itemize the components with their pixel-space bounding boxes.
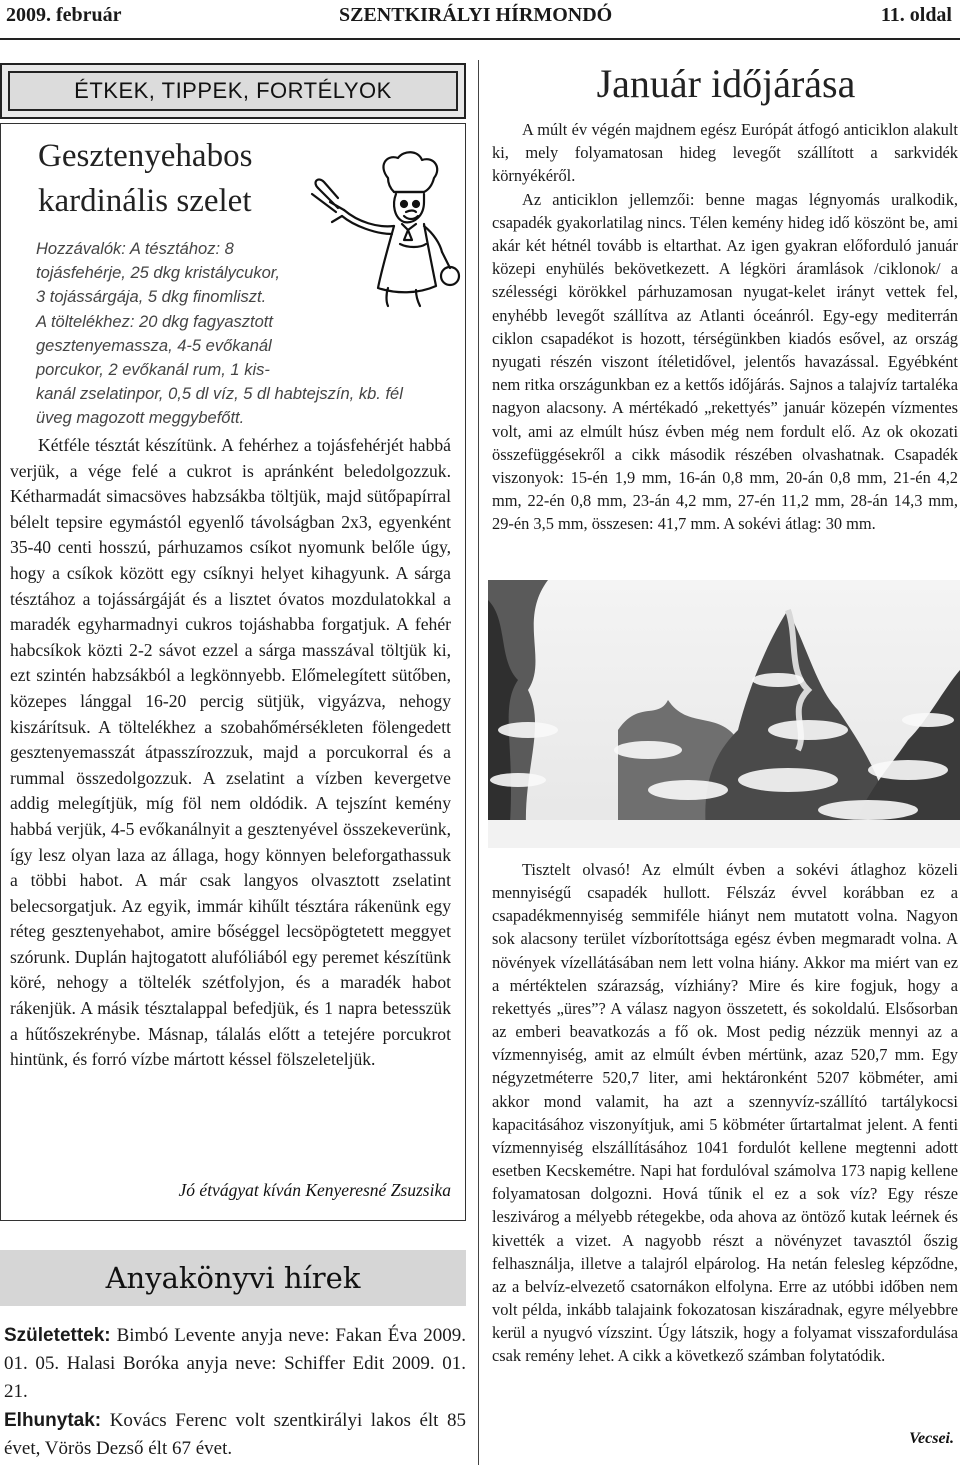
section-title: ÉTKEK, TIPPEK, FORTÉLYOK xyxy=(74,78,392,103)
header-rule xyxy=(0,38,960,40)
ingredients-line: tojásfehérje, 25 dkg kristálycukor, xyxy=(36,264,280,283)
recipe-title-line-2: kardinális szelet xyxy=(38,183,252,219)
article-paragraph: A múlt év végén majdnem egész Európát átfogó anticiklon alakult ki, mely folyamatosan hideg levegőt szállított a sarkvidék környékéről. xyxy=(492,120,958,186)
snowy-trees-photo xyxy=(488,580,960,848)
ingredients-line: 3 tojássárgája, 5 dkg finomliszt. xyxy=(36,288,267,307)
recipe-ingredients xyxy=(36,237,403,431)
registry-banner xyxy=(0,1250,466,1306)
issue-date: 2009. február xyxy=(6,4,122,26)
publication-name: SZENTKIRÁLYI HÍRMONDÓ xyxy=(339,4,613,26)
section-banner xyxy=(0,63,466,119)
deaths-text: Kovács Ferenc volt szentkirályi lakos élt 85 évet, Vörös Dezső élt 67 évet. xyxy=(4,1409,467,1459)
deaths-entry xyxy=(4,1407,466,1463)
article-body-top xyxy=(492,118,958,536)
recipe-title xyxy=(38,134,338,224)
article-signature: Vecsei. xyxy=(909,1430,954,1447)
deaths-label: Elhunytak: xyxy=(4,1409,102,1431)
ingredients-line: porcukor, 2 evőkanál rum, 1 kis- xyxy=(36,361,270,380)
column-divider xyxy=(478,60,479,1465)
ingredients-line: gesztenyemassza, 4-5 evőkanál xyxy=(36,336,272,355)
page-header xyxy=(0,0,960,36)
ingredients-line: A töltelékhez: 20 dkg fagyasztott xyxy=(36,312,273,331)
registry-news xyxy=(4,1322,466,1463)
recipe-body-paragraph: Kétféle tésztát készítünk. A fehérhez a tojásfehérjét habbá verjük, a vége felé a cukrot is apránként beledolgozzuk. Kétharmadát simacsöves habzsákba töltjük, majd sütőpapírral bélelt tepsire egymástól egyenlő távolságban 2x3, egyenként 35-40 centi hosszú, párhuzamos csíkot nyomunk belőle úgy, hogy a csíkok között egy csíknyi helyet kihagyunk. A sárga tésztához a tojássárgáját és a lisztet óvatos mozdulatokkal a maradék egyharmadnyi cukros tojáshabba forgatjuk. A fehér habcsíkok közti 2-2 sávot ezzel a sárga masszával töltjük ki, ezt szintén habzsákból a legkönnyebb. Előmelegített sütőben, közepes lánggal 16-20 percig sütjük, vigyázva, nehogy kiszárítsuk. A töltelékhez a szobahőmérsékleten fölengedett gesztenyemasszát átpasszírozzuk, majd a porcukorral és a rummal összedolgozzuk. A zselatint a vízben kevergetve addig melegítjük, míg föl nem oldódik. A tejszínt kemény habbá verjük, 4-5 evőkanálnyit a gesztenyével összekeverünk, így lesz olyan laza az állaga, hogy könnyen beleforgathassuk a többi habot. A már csak langyos olvasztott zselatint belecsorgatjuk. Az egyik, immár kihűlt tésztára rákenünk egy réteg gesztenyehabot, amire bőséggel lecsöpögtetett meggyet szórunk. Duplán hajtogatott alufóliából egy peremet készítünk köré, nehogy a töltelék szétfolyjon, és a maradék habot rákenjük. A másik tésztalappal befedjük, és 1 napra betesszük a hűtőszekrénybe. Másnap, tálalás előtt a tetejére porcukrot hintünk, és forró vízbe mártott késsel fölszeleteljük. xyxy=(10,435,451,1070)
births-text: Bimbó Levente anyja neve: Fakan Éva 2009. 01. 05. Halasi Boróka anyja neve: Schiffer Edit 2009. 01. 21. xyxy=(4,1325,466,1403)
page-number: 11. oldal xyxy=(880,4,952,26)
ingredients-line: üveg magozott meggybefőtt. xyxy=(36,409,245,428)
births-label: Születettek: xyxy=(4,1325,111,1346)
births-entry xyxy=(4,1322,466,1407)
article-paragraph: Tisztelt olvasó! Az elmúlt évben a sokévi átlaghoz közeli mennyiségű csapadék hullott. Félszáz évvel korábban ez a csapadékmennyiség semmiféle hiányt nem mutatott volna. Nagyon sok alacsony terület vízborítottsága egész évben megmaradt volna. A növények vízellátásában nem lett volna hiány. Akkor ma miért van ez a mértéktelen szárazság, vízhiány? Mire és kire fogjuk, hogy a rekettyés „üres”? A válasz nagyon összetett, és sokoldalú. Elsősorban az emberi beavatkozás a fő ok. Most pedig nézzük mennyi az a vízmennyiség, amit az elmúlt évben mértünk, azaz 520,7 mm. Egy négyzetméterre 520,7 liter, ami hektáronként 5207 köbméter, ami akkor mond valamit, ha azt a szennyvíz-szállító tartálykocsi kapacitásához viszonyítjuk, ami 5 köbméter űrtartalmat jelent. A fenti vízmennyiség elszállításához 1041 fordulót kellene megtenni adott esetben Kecskemétre. Napi hat fordulóval számolva 173 napig kellene folyamatosan dolgozni. Hová tűnik el ez a sok víz? Egy része leszivárog a mélyebb rétegekbe, oda ahova az öntöző kutak leérnek és kivették a vizet. A nagyobb részt a növényzet tavasztól őszig felhasználja, illetve a talajról elpárolog. Ha netán felesleg képződne, az a belvíz-elvezető csatornákon elfolyna. Erre az utóbbi időben nem volt példa, inkább talajaink fokozatosan kiszáradnak, egyre mélyebbre kerül a nyugvó vízszint. Úgy látszik, hogy a folyamat visszafordulása csak remény lehet. A cikk a következő számban folytatódik. xyxy=(492,860,958,1366)
ingredients-line: kanál zselatinpor, 0,5 dl víz, 5 dl habtejszín, kb. fél xyxy=(36,385,403,404)
recipe-instructions xyxy=(10,433,451,1073)
recipe-title-line-1: Gesztenyehabos xyxy=(38,138,253,174)
recipe-signature: Jó étvágyat kíván Kenyeresné Zsuzsika xyxy=(178,1180,451,1200)
article-body-bottom xyxy=(492,858,958,1367)
ingredients-line: Hozzávalók: A tésztához: 8 xyxy=(36,240,234,258)
registry-title: Anyakönyvi hírek xyxy=(105,1261,361,1295)
article-paragraph: Az anticiklon jellemzői: benne magas légnyomás uralkodik, csapadék gyakorlatilag nincs. Télen kemény hideg idő köszönt be, ami akár két hétnél tovább is eltarthat. Az igen gyakran előforduló január közepi enyhülés bekövetkezett. A légköri áramlások /ciklonok/ a szélességi körökkel párhuzamosan nyugat-kelet irányt vettek fel, enyhébb levegőt szállítva az Atlanti óceánról. Egy-egy mediterrán ciklon csapadékot is hozott, térségünkben kiadós esővel, az ország nyugati részén viszont ítéletidővel, jelentős havazással. Egyébként nem ritka országunkban ez a kettős időjárás. Sajnos a talajvíz tartaléka nagyon alacsony. A mértékadó „rekettyés” január közepén vízmentes volt, ami az elmúlt húsz évben még nem fordult elő. Az ok okozati összefüggésekről a cikk második részében olvashatnak. Csapadék viszonyok: 15-én 1,9 mm, 16-án 0,8 mm, 20-án 0,8 mm, 21-én 4,2 mm, 22-én 0,8 mm, 23-án 4,2 mm, 27-én 11,2 mm, 28-án 14,3 mm, 29-én 3,5 mm, összesen: 41,7 mm. A sokévi átlag: 30 mm. xyxy=(492,189,958,534)
article-title: Január időjárása xyxy=(596,61,856,106)
